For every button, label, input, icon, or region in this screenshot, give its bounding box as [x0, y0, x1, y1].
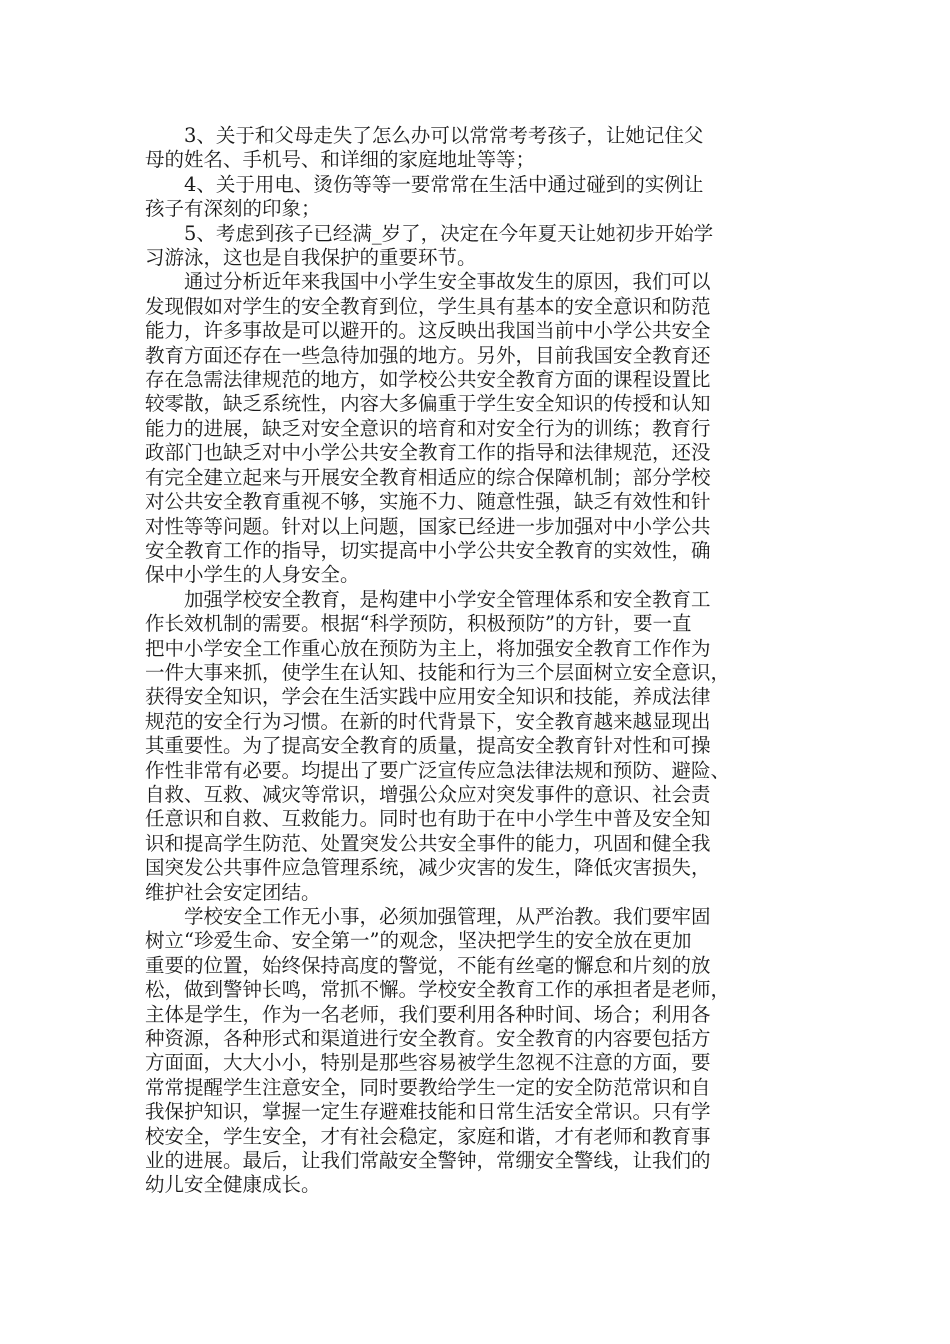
text-line: 树立“珍爱生命、安全第一”的观念，坚决把学生的安全放在更加 — [145, 929, 692, 953]
text-line: 常常提醒学生注意安全，同时要教给学生一定的安全防范常识和自 — [145, 1075, 711, 1099]
text-line: 安全教育工作的指导，切实提高中小学公共安全教育的实效性，确 — [145, 538, 711, 562]
text-line: 国突发公共事件应急管理系统，减少灾害的发生，降低灾害损失， — [145, 856, 711, 880]
paragraph-item-4 — [145, 173, 805, 222]
text-line: 能力的进展，缺乏对安全意识的培育和对安全行为的训练；教育行 — [145, 416, 711, 440]
text-line: 维护社会安定团结。 — [145, 880, 321, 904]
paragraph-item-3 — [145, 124, 805, 173]
text-line: 规范的安全行为习惯。在新的时代背景下，安全教育越来越显现出 — [145, 709, 711, 733]
text-line: 识和提高学生防范、处置突发公共安全事件的能力，巩固和健全我 — [145, 831, 711, 855]
text-line: 业的进展。最后，让我们常敲安全警钟，常绷安全警线，让我们的 — [145, 1149, 711, 1173]
text-line: 幼儿安全健康成长。 — [145, 1173, 321, 1197]
text-line: 习游泳，这也是自我保护的重要环节。 — [145, 246, 477, 270]
text-line: 学校安全工作无小事，必须加强管理，从严治教。我们要牢固 — [184, 905, 711, 928]
text-line: 政部门也缺乏对中小学公共安全教育工作的指导和法律规范，还没 — [145, 441, 711, 465]
text-line: 通过分析近年来我国中小学生安全事故发生的原因，我们可以 — [184, 270, 711, 294]
text-line: 一件大事来抓，使学生在认知、技能和行为三个层面树立安全意识， — [145, 660, 731, 684]
text-line: 保中小学生的人身安全。 — [145, 563, 360, 587]
text-line: 把中小学安全工作重心放在预防为主上，将加强安全教育工作作为 — [145, 636, 711, 660]
text-line: 获得安全知识，学会在生活实践中应用安全知识和技能，养成法律 — [145, 685, 711, 709]
text-line: 3、关于和父母走失了怎么办可以常常考考孩子，让她记住父 — [184, 124, 704, 147]
text-line: 发现假如对学生的安全教育到位，学生具有基本的安全意识和防范 — [145, 294, 711, 318]
text-line: 较零散，缺乏系统性，内容大多偏重于学生安全知识的传授和认知 — [145, 392, 711, 416]
paragraph-school-safety — [145, 905, 805, 1198]
text-line: 有完全建立起来与开展安全教育相适应的综合保障机制；部分学校 — [145, 465, 711, 489]
paragraph-item-5 — [145, 222, 805, 271]
text-line: 加强学校安全教育，是构建中小学安全管理体系和安全教育工 — [184, 587, 711, 611]
paragraph-strengthen-education — [145, 588, 805, 905]
text-line: 孩子有深刻的印象； — [145, 197, 321, 221]
text-line: 校安全，学生安全，才有社会稳定，家庭和谐，才有老师和教育事 — [145, 1124, 711, 1148]
text-line: 作性非常有必要。均提出了要广泛宣传应急法律法规和预防、避险、 — [145, 758, 731, 782]
text-line: 5、考虑到孩子已经满_岁了，决定在今年夏天让她初步开始学 — [184, 221, 714, 245]
text-line: 自救、互救、减灾等常识，增强公众应对突发事件的意识、社会责 — [145, 782, 711, 806]
text-line: 作长效机制的需要。根据“科学预防，积极预防”的方针，要一直 — [145, 612, 692, 636]
text-line: 任意识和自救、互救能力。同时也有助于在中小学生中普及安全知 — [145, 807, 711, 831]
text-line: 主体是学生，作为一名老师，我们要利用各种时间、场合；利用各 — [145, 1002, 711, 1026]
text-line: 能力，许多事故是可以避开的。这反映出我国当前中小学公共安全 — [145, 319, 711, 343]
paragraph-accident-analysis — [145, 270, 805, 587]
text-line: 母的姓名、手机号、和详细的家庭地址等等； — [145, 148, 536, 172]
text-line: 其重要性。为了提高安全教育的质量，提高安全教育针对性和可操 — [145, 734, 711, 758]
text-line: 存在急需法律规范的地方，如学校公共安全教育方面的课程设置比 — [145, 368, 711, 392]
text-line: 方面面，大大小小，特别是那些容易被学生忽视不注意的方面，要 — [145, 1051, 711, 1075]
text-line: 对性等等问题。针对以上问题，国家已经进一步加强对中小学公共 — [145, 514, 711, 538]
text-line: 种资源，各种形式和渠道进行安全教育。安全教育的内容要包括方 — [145, 1027, 711, 1051]
text-line: 松，做到警钟长鸣，常抓不懈。学校安全教育工作的承担者是老师， — [145, 978, 731, 1002]
document-page — [145, 124, 805, 1198]
text-line: 我保护知识，掌握一定生存避难技能和日常生活安全常识。只有学 — [145, 1100, 711, 1124]
text-line: 对公共安全教育重视不够，实施不力、随意性强，缺乏有效性和针 — [145, 490, 711, 514]
text-line: 重要的位置，始终保持高度的警觉，不能有丝毫的懈怠和片刻的放 — [145, 953, 711, 977]
text-line: 4、关于用电、烫伤等等一要常常在生活中通过碰到的实例让 — [184, 172, 704, 196]
text-line: 教育方面还存在一些急待加强的地方。另外，目前我国安全教育还 — [145, 343, 711, 367]
